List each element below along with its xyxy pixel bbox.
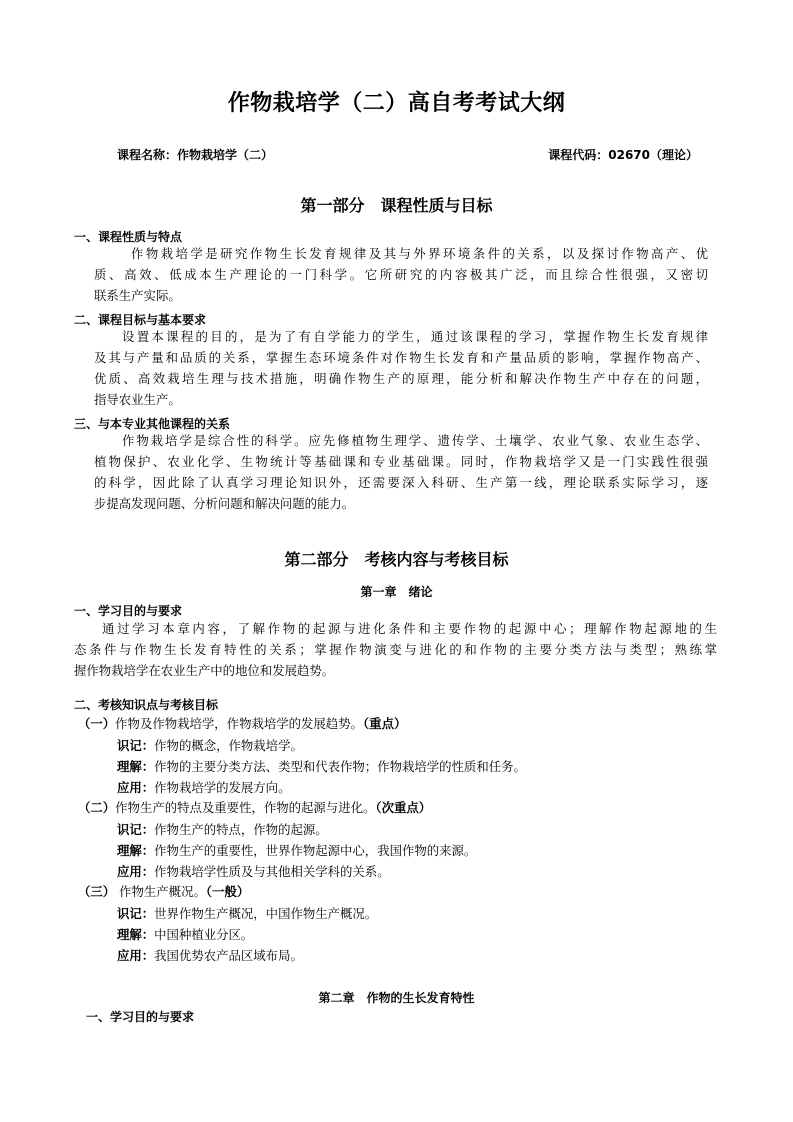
point-detail bbox=[117, 946, 303, 964]
paragraph-line: 质、高效、低成本生产理论的一门科学。它所研究的内容极其广泛，而且综合性很强，又密切 bbox=[94, 267, 708, 282]
detail-label: 理解： bbox=[117, 927, 155, 942]
paragraph-line: 作物栽培学是综合性的科学。应先修植物生理学、遗传学、土壤学、农业气象、农业生态学、 bbox=[122, 433, 708, 448]
paragraph-line: 指导农业生产。 bbox=[94, 392, 181, 407]
point-text: 作物生产的特点及重要性，作物的起源与进化。 bbox=[115, 800, 376, 815]
detail-label: 应用： bbox=[117, 864, 155, 879]
point-detail bbox=[117, 757, 526, 775]
part2-heading: 第二部分 考核内容与考核目标 bbox=[284, 550, 509, 569]
knowledge-point bbox=[78, 882, 249, 900]
section-heading: 一、课程性质与特点 bbox=[74, 230, 183, 244]
point-number: （二） bbox=[78, 800, 116, 815]
point-detail bbox=[117, 778, 290, 796]
paragraph-line: 握作物栽培学在农业生产中的地位和发展趋势。 bbox=[74, 663, 335, 678]
detail-text: 作物的概念，作物栽培学。 bbox=[154, 738, 303, 753]
paragraph-line: 通过学习本章内容，了解作物的起源与进化条件和主要作物的起源中心；理解作物起源地的生 bbox=[102, 621, 717, 636]
course-code: 课程代码：02670（理论） bbox=[548, 148, 698, 162]
detail-label: 识记： bbox=[117, 822, 155, 837]
detail-label: 应用： bbox=[117, 780, 155, 795]
point-detail bbox=[117, 862, 390, 880]
detail-text: 我国优势农产品区域布局。 bbox=[154, 948, 303, 963]
section-heading: 二、考核知识点与考核目标 bbox=[74, 698, 219, 712]
point-text: 作物生产概况。 bbox=[115, 884, 206, 899]
point-detail bbox=[117, 841, 476, 859]
detail-text: 作物栽培学性质及与其他相关学科的关系。 bbox=[154, 864, 390, 879]
detail-label: 理解： bbox=[117, 843, 155, 858]
detail-text: 作物栽培学的发展方向。 bbox=[154, 780, 291, 795]
document-title: 作物栽培学（二）高自考考试大纲 bbox=[227, 91, 566, 116]
detail-text: 作物生产的重要性，世界作物起源中心，我国作物的来源。 bbox=[154, 843, 477, 858]
point-detail bbox=[117, 904, 377, 922]
paragraph-line: 的科学，因此除了认真学习理论知识外，还需要深入科研、生产第一线，理论联系实际学习，逐 bbox=[94, 475, 708, 490]
section-paragraph bbox=[94, 243, 708, 306]
paragraph-line: 设置本课程的目的，是为了有自学能力的学生，通过该课程的学习，掌握作物生长发育规律 bbox=[122, 329, 708, 344]
point-level: （一般） bbox=[205, 884, 250, 899]
detail-label: 识记： bbox=[117, 738, 155, 753]
paragraph-line: 联系生产实际。 bbox=[94, 288, 181, 303]
course-name: 课程名称：作物栽培学（二） bbox=[117, 148, 274, 162]
section-heading: 一、学习目的与要求 bbox=[86, 1010, 195, 1024]
knowledge-point bbox=[78, 798, 431, 816]
paragraph-line: 态条件与作物生长发育特性的关系；掌握作物演变与进化的和作物的主要分类方法与类型；熟练掌 bbox=[74, 642, 717, 657]
point-text: 作物及作物栽培学，作物栽培学的发展趋势。 bbox=[115, 716, 363, 731]
paragraph-line: 植物保护、农业化学、生物统计等基础课和专业基础课。同时，作物栽培学又是一门实践性很强 bbox=[94, 454, 708, 469]
detail-text: 中国种植业分区。 bbox=[154, 927, 254, 942]
section-heading: 三、与本专业其他课程的关系 bbox=[74, 417, 231, 431]
point-number: （一） bbox=[78, 716, 116, 731]
part1-heading: 第一部分 课程性质与目标 bbox=[300, 196, 493, 215]
paragraph-line: 优质、高效栽培生理与技术措施，明确作物生产的原理，能分析和解决作物生产中存在的问题， bbox=[94, 371, 708, 386]
detail-label: 应用： bbox=[117, 948, 155, 963]
detail-text: 作物生产的特点，作物的起源。 bbox=[154, 822, 328, 837]
paragraph-line: 步提高发现问题、分析问题和解决问题的能力。 bbox=[94, 496, 355, 511]
detail-label: 理解： bbox=[117, 759, 155, 774]
point-detail bbox=[117, 925, 253, 943]
chapter1-heading: 第一章 绪论 bbox=[360, 585, 433, 599]
point-detail bbox=[117, 736, 303, 754]
point-number: （三） bbox=[78, 884, 116, 899]
paragraph-line: 及其与产量和品质的关系，掌握生态环境条件对作物生长发育和产量品质的影响，掌握作物高产、 bbox=[94, 350, 708, 365]
detail-text: 作物的主要分类方法、类型和代表作物；作物栽培学的性质和任务。 bbox=[154, 759, 526, 774]
detail-label: 识记： bbox=[117, 906, 155, 921]
detail-text: 世界作物生产概况，中国作物生产概况。 bbox=[154, 906, 378, 921]
point-level: （次重点） bbox=[375, 800, 432, 815]
section-paragraph bbox=[94, 326, 708, 410]
section-heading: 二、课程目标与基本要求 bbox=[74, 313, 207, 327]
paragraph-line: 作物栽培学是研究作物生长发育规律及其与外界环境条件的关系，以及探讨作物高产、优 bbox=[131, 246, 708, 261]
section-heading: 一、学习目的与要求 bbox=[74, 604, 183, 618]
section-paragraph bbox=[74, 618, 717, 681]
knowledge-point bbox=[78, 714, 406, 732]
chapter2-heading: 第二章 作物的生长发育特性 bbox=[318, 991, 475, 1005]
point-level: （重点） bbox=[362, 716, 407, 731]
section-paragraph bbox=[94, 430, 708, 514]
point-detail bbox=[117, 820, 328, 838]
